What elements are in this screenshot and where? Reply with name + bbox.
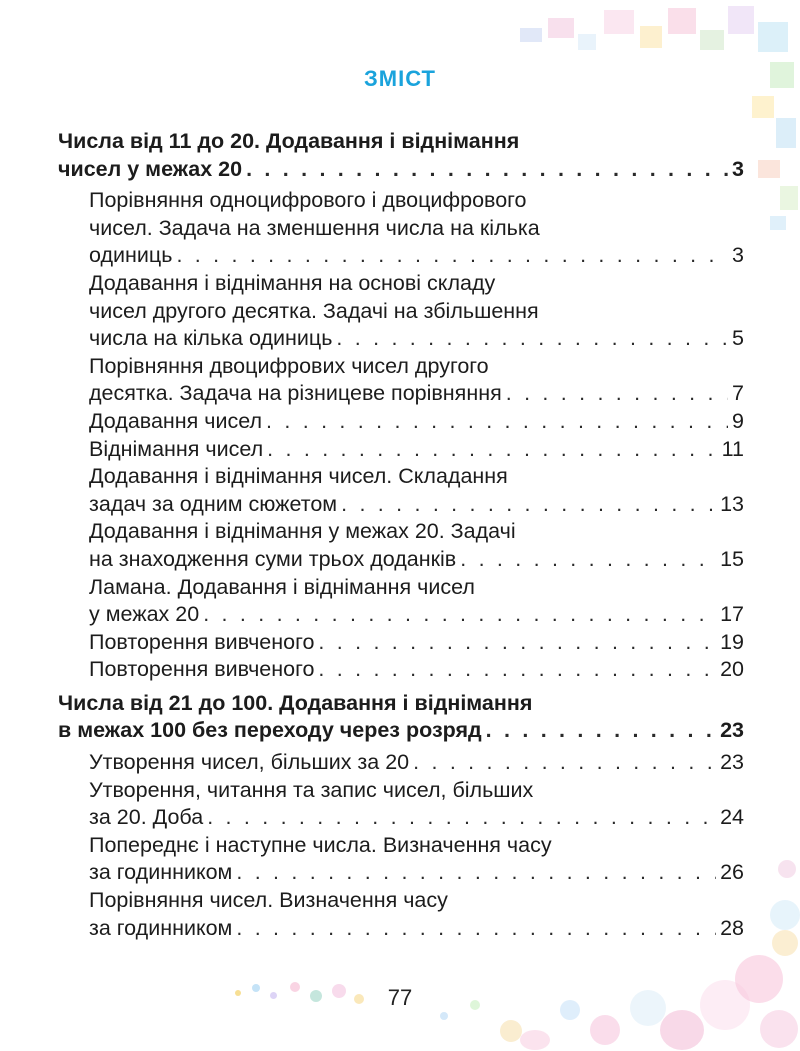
toc-page-number: 3 <box>732 156 744 181</box>
toc-line-text: Числа від 21 до 100. Додавання і віднімання <box>58 690 533 715</box>
toc-entry <box>58 749 744 777</box>
toc-line-text: чисел. Задача на зменшення числа на кілька <box>89 215 540 240</box>
toc-line-text: в межах 100 без переходу через розряд <box>58 718 482 743</box>
dot-leader <box>413 749 716 777</box>
toc-line-text: Віднімання чисел <box>89 436 264 461</box>
toc-page-number: 24 <box>720 805 744 830</box>
toc-line-text: Утворення, читання та запис чисел, більших <box>89 777 534 802</box>
dot-leader <box>236 859 716 887</box>
page-title: ЗМІСТ <box>364 66 436 91</box>
toc-line <box>89 629 744 657</box>
table-of-contents <box>58 128 744 942</box>
toc-line <box>89 749 744 777</box>
toc-line <box>89 832 744 860</box>
toc-line <box>89 859 744 887</box>
toc-line-text: десятка. Задача на різницеве порівняння <box>89 381 502 406</box>
dot-leader <box>318 656 716 684</box>
toc-line-text: чисел у межах 20 <box>58 156 243 181</box>
toc-page-number: 26 <box>720 860 744 885</box>
toc-line-text: Додавання чисел <box>89 408 263 433</box>
toc-line <box>89 777 744 805</box>
toc-line-text: Додавання і віднімання у межах 20. Задачі <box>89 519 516 544</box>
dot-leader <box>267 436 718 464</box>
toc-entry <box>58 187 744 270</box>
toc-line <box>58 717 744 745</box>
toc-line <box>89 491 744 519</box>
toc-line-text: за 20. Доба <box>89 805 204 830</box>
toc-line <box>89 574 744 602</box>
toc-page-number: 23 <box>720 718 744 743</box>
toc-line <box>89 298 744 326</box>
toc-page-number: 28 <box>720 915 744 940</box>
toc-page-number: 5 <box>732 326 744 351</box>
toc-line-text: числа на кілька одиниць <box>89 326 333 351</box>
toc-line-text: Ламана. Додавання і віднімання чисел <box>89 574 475 599</box>
toc-line-text: Порівняння двоцифрових чисел другого <box>89 353 489 378</box>
toc-line <box>89 270 744 298</box>
toc-line-text: Попереднє і наступне числа. Визначення часу <box>89 832 552 857</box>
page-number: 77 <box>387 985 413 1010</box>
dot-leader <box>207 804 716 832</box>
toc-entry <box>58 574 744 629</box>
toc-line <box>89 408 744 436</box>
toc-line <box>89 380 744 408</box>
toc-line <box>89 215 744 243</box>
toc-entry <box>58 518 744 573</box>
toc-page-number: 17 <box>720 602 744 627</box>
toc-line <box>89 353 744 381</box>
toc-page-number: 13 <box>720 491 744 516</box>
toc-line <box>58 690 744 718</box>
toc-page-number: 15 <box>720 546 744 571</box>
toc-entry <box>58 270 744 353</box>
toc-line-text: Порівняння чисел. Визначення часу <box>89 888 448 913</box>
dot-leader <box>336 325 728 353</box>
toc-line <box>89 656 744 684</box>
toc-line-text: чисел другого десятка. Задачі на збільшення <box>89 298 539 323</box>
toc-line <box>89 546 744 574</box>
toc-line <box>89 325 744 353</box>
toc-section-heading <box>58 128 744 183</box>
dot-leader <box>506 380 728 408</box>
toc-line <box>58 156 744 184</box>
toc-line-text: Додавання і віднімання чисел. Складання <box>89 464 508 489</box>
dot-leader <box>246 156 728 184</box>
toc-line-text: задач за одним сюжетом <box>89 491 338 516</box>
toc-entry <box>58 777 744 832</box>
toc-line-text: за годинником <box>89 860 233 885</box>
toc-line <box>89 463 744 491</box>
toc-entry <box>58 887 744 942</box>
toc-line-text: у межах 20 <box>89 602 200 627</box>
toc-page-number: 7 <box>732 381 744 406</box>
dot-leader <box>486 717 716 745</box>
toc-line <box>89 518 744 546</box>
toc-line-text: Повторення вивченого <box>89 657 315 682</box>
toc-line-text: на знаходження суми трьох доданків <box>89 546 457 571</box>
toc-line <box>89 436 744 464</box>
toc-page-number: 11 <box>721 436 744 461</box>
toc-page-number: 9 <box>732 408 744 433</box>
dot-leader <box>236 915 716 943</box>
toc-line-text: Повторення вивченого <box>89 629 315 654</box>
toc-page-number: 23 <box>720 750 744 775</box>
toc-entry <box>58 463 744 518</box>
dot-leader <box>318 629 716 657</box>
toc-line <box>89 242 744 270</box>
toc-line <box>89 804 744 832</box>
dot-leader <box>203 601 716 629</box>
toc-line-text: Числа від 11 до 20. Додавання і віднімання <box>58 129 520 153</box>
dot-leader <box>341 491 716 519</box>
toc-page-number: 19 <box>720 629 744 654</box>
toc-page-number: 3 <box>732 243 744 268</box>
dot-leader <box>266 408 728 436</box>
toc-line-text: Утворення чисел, більших за 20 <box>89 750 410 775</box>
toc-entry <box>58 353 744 408</box>
toc-line-text: Додавання і віднімання на основі складу <box>89 270 496 295</box>
toc-page-number: 20 <box>720 657 744 682</box>
toc-line <box>89 187 744 215</box>
toc-entry <box>58 832 744 887</box>
toc-line-text: Порівняння одноцифрового і двоцифрового <box>89 188 527 213</box>
toc-entry <box>58 629 744 657</box>
dot-leader <box>176 242 728 270</box>
toc-line <box>89 601 744 629</box>
toc-line <box>89 915 744 943</box>
toc-section-heading <box>58 690 744 745</box>
dot-leader <box>460 546 716 574</box>
toc-line-text: за годинником <box>89 915 233 940</box>
toc-line <box>58 128 744 156</box>
toc-entry <box>58 656 744 684</box>
toc-line-text: одиниць <box>89 243 173 268</box>
toc-entry <box>58 436 744 464</box>
toc-entry <box>58 408 744 436</box>
toc-line <box>89 887 744 915</box>
